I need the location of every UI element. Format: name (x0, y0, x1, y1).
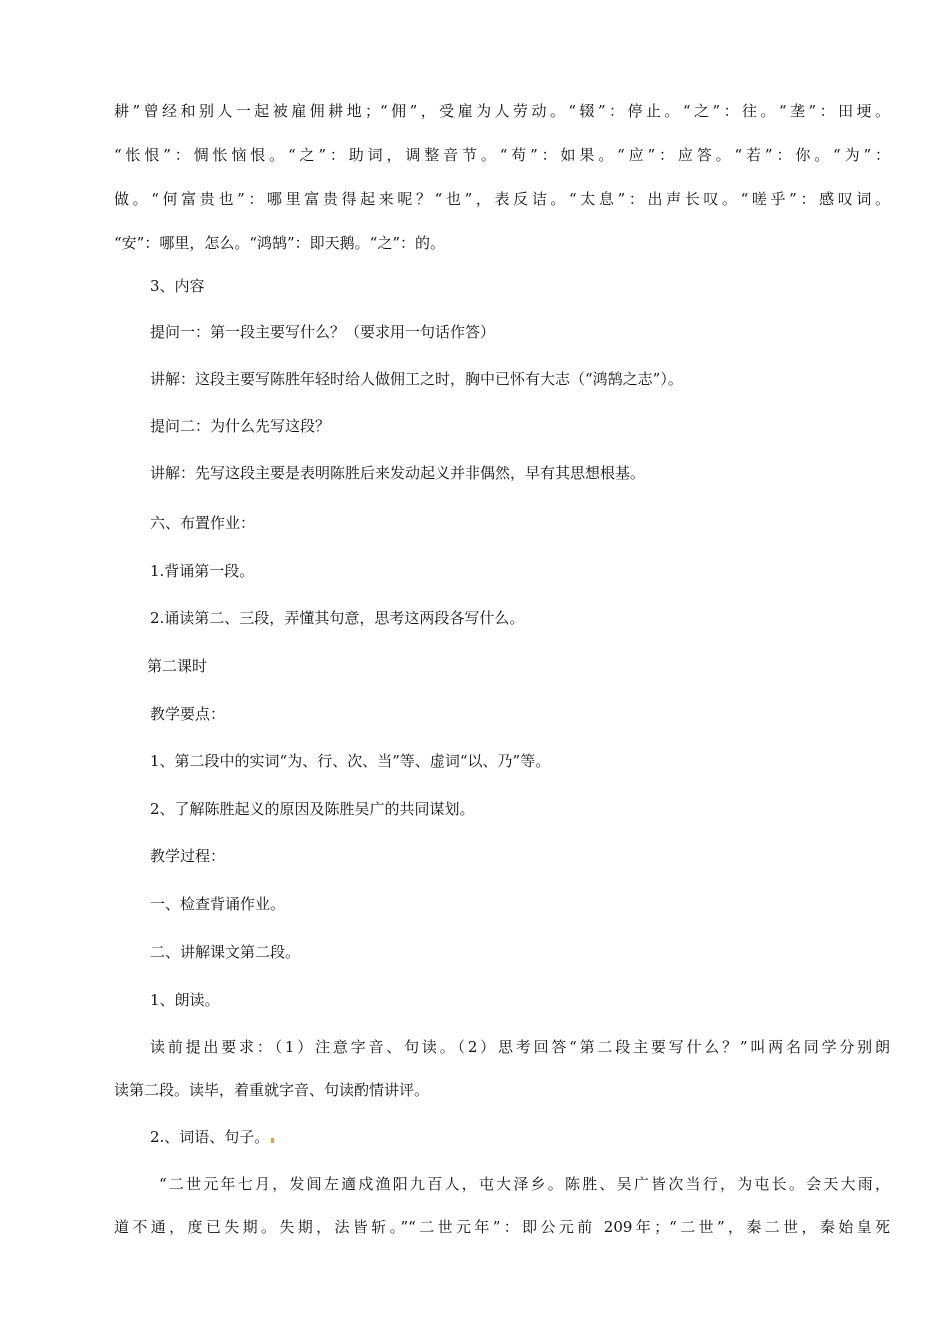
process-heading: 教学过程： (150, 847, 226, 865)
section-content-heading: 3、内容 (150, 277, 205, 295)
key-points-heading: 教学要点： (150, 705, 226, 723)
homework-heading: 六、布置作业： (150, 514, 256, 532)
process-step-2: 二、讲解课文第二段。 (150, 943, 301, 961)
lesson-two-heading: 第二课时 (147, 657, 208, 675)
homework-item-1: 1.背诵第一段。 (150, 562, 255, 580)
key-point-1: 1、第二段中的实词“为、行、次、当”等、虚词“以、乃”等。 (150, 752, 551, 770)
key-point-2: 2、了解陈胜起义的原因及陈胜吴广的共同谋划。 (150, 800, 475, 818)
reading-requirements-line-2: 读第二段。读毕，着重就字音、句读酌情讲评。 (114, 1081, 430, 1099)
reading-heading: 1、朗读。 (150, 991, 220, 1009)
process-step-1: 一、检查背诵作业。 (150, 895, 286, 913)
annotation-line-4: “安”：哪里，怎么。“鸿鹄”：即天鹅。“之”：的。 (114, 234, 446, 252)
words-sentences-heading (150, 1127, 274, 1147)
answer-two: 讲解：先写这段主要是表明陈胜后来发动起义并非偶然，早有其思想根基。 (150, 464, 646, 482)
annotation-line-1: 耕”曾经和别人一起被雇佣耕地；“佣”，受雇为人劳动。“辍”：停止。“之”：往。“垄”：田埂。 (114, 102, 890, 120)
homework-item-2: 2.诵读第二、三段，弄懂其句意，思考这两段各写什么。 (150, 609, 525, 627)
annotation-line-3: 做。“何富贵也”：哪里富贵得起来呢？“也”，表反诘。“太息”：出声长叹。“嗟乎”：感叹词。 (114, 190, 890, 208)
question-one: 提问一：第一段主要写什么？（要求用一句话作答） (150, 323, 496, 341)
question-two: 提问二：为什么先写这段？ (150, 417, 331, 435)
words-sentences-label: 2.、词语、句子。 (150, 1128, 270, 1146)
quote-line-2: 道不通，度已失期。失期，法皆斩。”“二世元年”：即公元前 209年；“二世”，秦二世，秦始皇死 (114, 1218, 890, 1236)
answer-one: 讲解：这段主要写陈胜年轻时给人做佣工之时，胸中已怀有大志（“鸿鹄之志”）。 (150, 370, 683, 388)
highlight-mark (271, 1138, 274, 1143)
reading-requirements-line-1: 读前提出要求：（1）注意字音、句读。（2）思考回答“第二段主要写什么？”叫两名同学分别朗 (150, 1038, 890, 1056)
quote-line-1: “二世元年七月，发闾左適戍渔阳九百人，屯大泽乡。陈胜、吴广皆次当行，为屯长。会天大雨， (159, 1175, 890, 1193)
annotation-line-2: “怅恨”：惆怅恼恨。“之”：助词，调整音节。“苟”：如果。“应”：应答。“若”：你。“为”： (114, 146, 890, 164)
